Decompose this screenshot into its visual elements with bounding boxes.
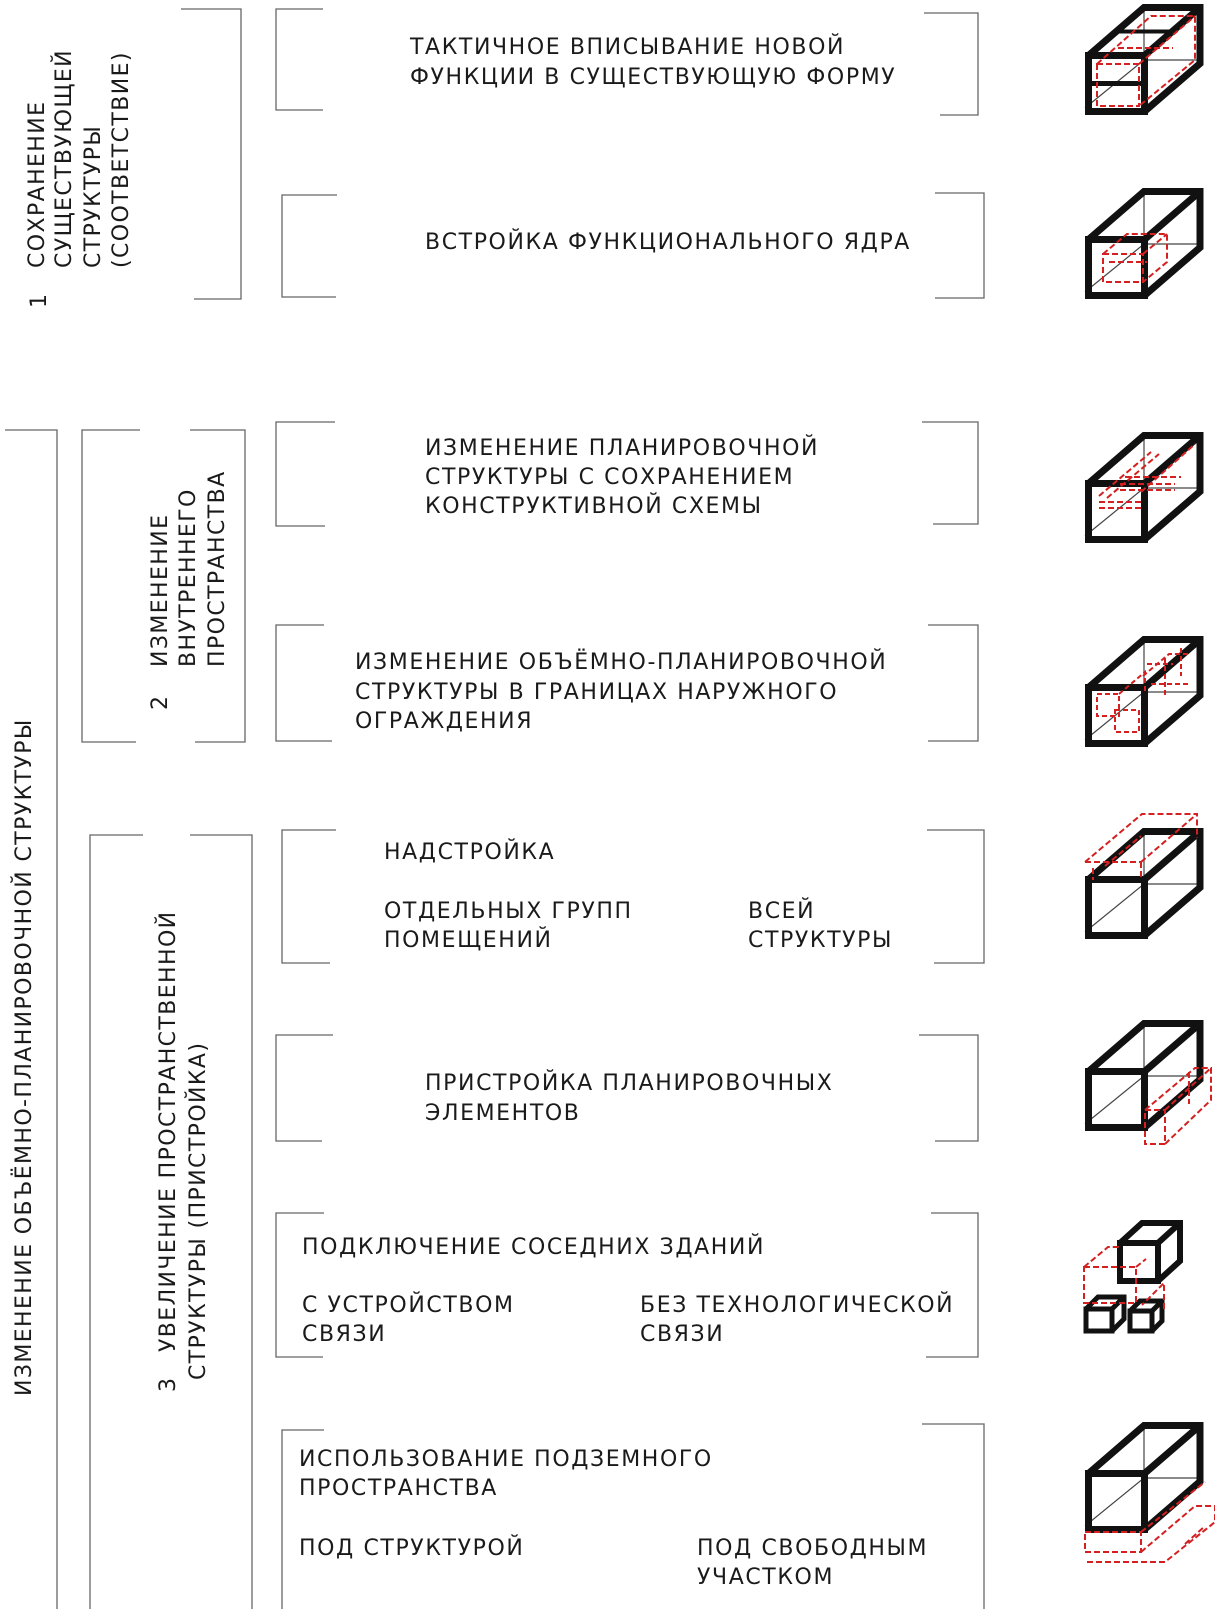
item-underground-title-line-2: ПРОСТРАНСТВА	[299, 1476, 498, 1501]
category-1-label-line-4: (СООТВЕТСТВИЕ)	[109, 51, 134, 268]
item-annex-line-2: ЭЛЕМЕНТОВ	[425, 1101, 581, 1126]
item-connect-left-line-2: СВЯЗИ	[302, 1322, 387, 1347]
item-volume-change-line-1: ИЗМЕНЕНИЕ ОБЪЁМНО-ПЛАНИРОВОЧНОЙ	[355, 650, 888, 675]
item-annex-line-1: ПРИСТРОЙКА ПЛАНИРОВОЧНЫХ	[425, 1071, 834, 1096]
item-superstructure-title: НАДСТРОЙКА	[384, 840, 556, 865]
item-underground-right-line-2: УЧАСТКОМ	[697, 1565, 835, 1590]
item-connect-title: ПОДКЛЮЧЕНИЕ СОСЕДНИХ ЗДАНИЙ	[302, 1235, 766, 1260]
box-inner-partition-icon	[1085, 4, 1200, 112]
item-core-line-1: ВСТРОЙКА ФУНКЦИОНАЛЬНОГО ЯДРА	[425, 230, 911, 255]
box-annex-icon	[1085, 1020, 1211, 1144]
item-connect-right-line-2: СВЯЗИ	[640, 1322, 725, 1347]
category-3-label-line-2: СТРУКТУРЫ (ПРИСТРОЙКА)	[186, 1041, 211, 1380]
category-2-label-line-3: ПРОСТРАНСТВА	[205, 470, 230, 667]
item-plan-change-line-2: СТРУКТУРЫ С СОХРАНЕНИЕМ	[425, 465, 795, 490]
category-1-label-line-2: СУЩЕСТВУЮЩЕЙ	[52, 48, 77, 268]
box-underground-icon	[1085, 1422, 1215, 1562]
item-underground-right-line-1: ПОД СВОБОДНЫМ	[697, 1536, 929, 1561]
item-volume-change-line-2: СТРУКТУРЫ В ГРАНИЦАХ НАРУЖНОГО	[355, 680, 839, 705]
item-superstructure-right-line-1: ВСЕЙ	[748, 899, 816, 924]
category-3-label-line-1: УВЕЛИЧЕНИЕ ПРОСТРАНСТВЕННОЙ	[156, 910, 181, 1352]
box-inner-core-icon	[1085, 188, 1200, 296]
category-2-number: 2	[148, 694, 173, 710]
category-1-bracket	[181, 9, 241, 299]
item-plan-change-line-3: КОНСТРУКТИВНОЙ СХЕМЫ	[425, 494, 763, 519]
category-2-label-line-2: ВНУТРЕННЕГО	[176, 488, 201, 667]
item-tactful-line-2: ФУНКЦИИ В СУЩЕСТВУЮЩУЮ ФОРМУ	[410, 65, 897, 90]
group-label: ИЗМЕНЕНИЕ ОБЪЁМНО-ПЛАНИРОВОЧНОЙ СТРУКТУРЫ	[12, 718, 37, 1396]
item-connect-right-line-1: БЕЗ ТЕХНОЛОГИЧЕСКОЙ	[640, 1293, 955, 1318]
category-3-number: 3	[156, 1376, 181, 1392]
category-2-label-line-1: ИЗМЕНЕНИЕ	[148, 513, 173, 667]
item-underground-title-line-1: ИСПОЛЬЗОВАНИЕ ПОДЗЕМНОГО	[299, 1447, 713, 1472]
item-superstructure-left-line-1: ОТДЕЛЬНЫХ ГРУПП	[384, 899, 633, 924]
item-tactful-line-1: ТАКТИЧНОЕ ВПИСЫВАНИЕ НОВОЙ	[410, 35, 846, 60]
category-1-number: 1	[27, 292, 52, 308]
item-underground-left-line-1: ПОД СТРУКТУРОЙ	[299, 1536, 525, 1561]
item-volume-change-line-3: ОГРАЖДЕНИЯ	[355, 709, 534, 734]
item-plan-change-line-1: ИЗМЕНЕНИЕ ПЛАНИРОВОЧНОЙ	[425, 436, 820, 461]
item-superstructure-left-line-2: ПОМЕЩЕНИЙ	[384, 928, 553, 953]
box-plan-change-icon	[1085, 432, 1200, 540]
box-connect-neighbors-icon	[1084, 1223, 1180, 1331]
box-volume-change-icon	[1085, 636, 1200, 744]
item-superstructure-right-line-2: СТРУКТУРЫ	[748, 928, 894, 953]
box-superstructure-icon	[1085, 814, 1200, 936]
item-connect-left-line-1: С УСТРОЙСТВОМ	[302, 1293, 515, 1318]
category-1-label-line-3: СТРУКТУРЫ	[81, 124, 106, 268]
category-1-label-line-1: СОХРАНЕНИЕ	[25, 100, 50, 268]
